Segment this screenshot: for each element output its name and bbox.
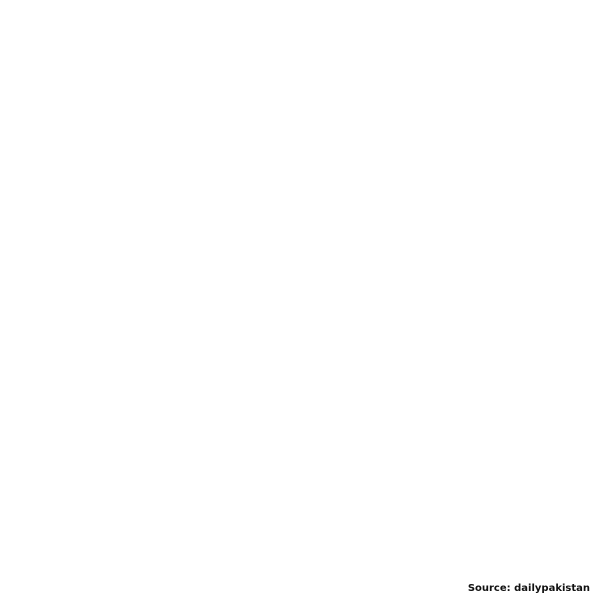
article-headline xyxy=(8,6,592,62)
article-paragraph-1 xyxy=(8,64,592,120)
article-paragraph-3 xyxy=(8,232,592,316)
article-paragraph-4 xyxy=(8,330,592,414)
article-body xyxy=(8,6,592,512)
article-paragraph-2 xyxy=(8,134,592,218)
article-paragraph-5 xyxy=(8,428,592,512)
source-credit: Source: dailypakistan xyxy=(467,583,590,594)
